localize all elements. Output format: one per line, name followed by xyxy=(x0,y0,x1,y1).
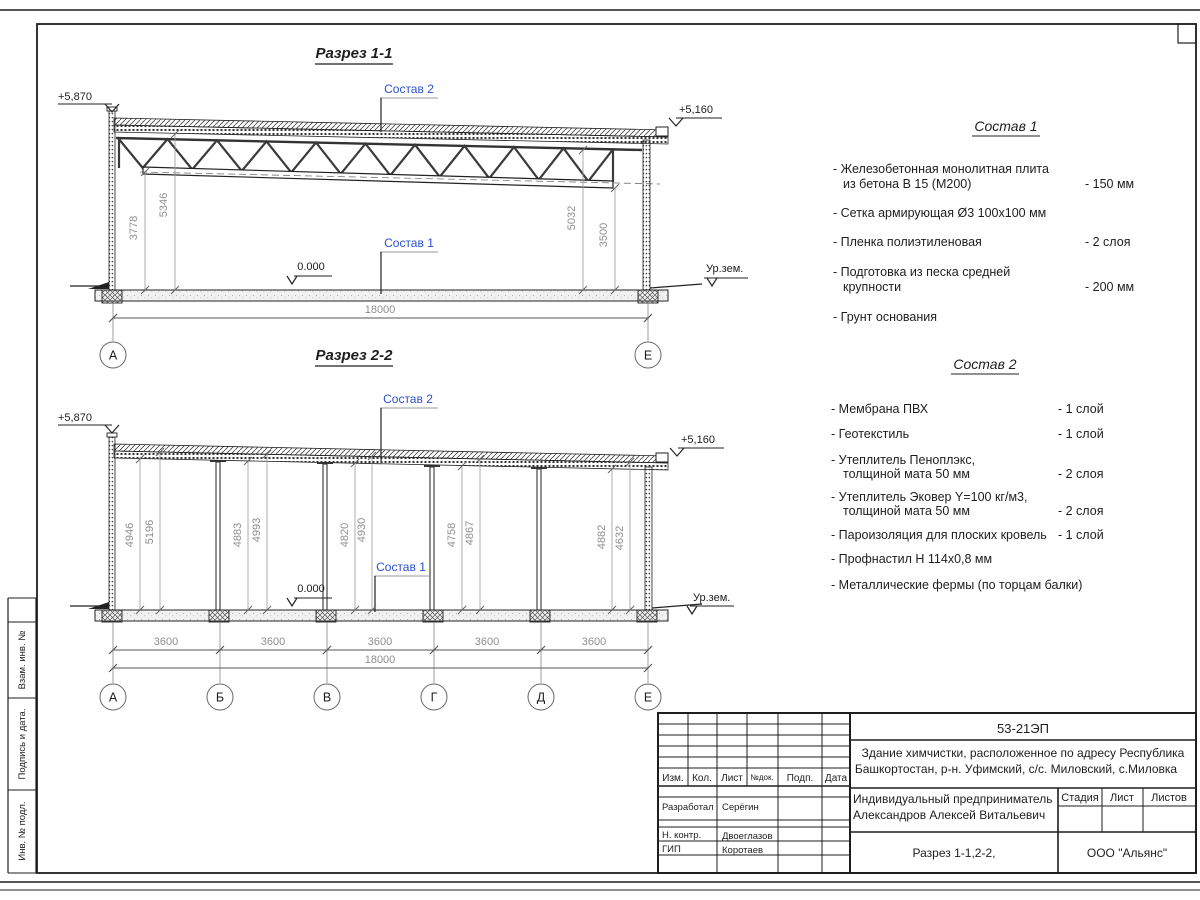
wall-left xyxy=(109,110,115,290)
level-mark-zero xyxy=(287,261,332,284)
left-margin-stamp xyxy=(8,598,36,873)
list-item-value: - 2 слоя xyxy=(1058,467,1104,481)
dim-5196: 5196 xyxy=(144,519,156,545)
list-item: - Пароизоляция для плоских кровель xyxy=(831,528,1047,542)
list-item: - Утеплитель Эковер Y=100 кг/м3, xyxy=(831,490,1028,504)
svg-text:0.000: 0.000 xyxy=(297,583,325,595)
level-mark-left-2 xyxy=(58,412,119,433)
company-name: ООО "Альянс" xyxy=(1086,846,1168,860)
project-name-line2: Башкортостан, р-н. Уфимский, с/с. Миловский, с.Миловка xyxy=(854,762,1178,776)
section-2-2-drawing xyxy=(58,347,734,710)
dim-4993: 4993 xyxy=(251,517,263,543)
list-item: из бетона В 15 (М200) xyxy=(843,177,972,191)
composition1-label-2: Состав 1 xyxy=(376,560,426,574)
wall-right-2 xyxy=(645,467,652,610)
header-list: Лист xyxy=(721,773,743,784)
list-item: - Профнастил Н 114х0,8 мм xyxy=(831,552,993,566)
composition-1-list xyxy=(833,118,1134,324)
svg-text:Е: Е xyxy=(643,690,653,705)
level-mark-left xyxy=(58,91,119,112)
total-dimension xyxy=(109,302,652,341)
dim-18000: 18000 xyxy=(364,304,396,316)
list-item: толщиной мата 50 мм xyxy=(843,504,970,518)
list-item-value: - 2 слоя xyxy=(1085,235,1131,249)
list-item: - Подготовка из песка средней xyxy=(833,265,1011,279)
composition1-leader-2 xyxy=(374,560,430,612)
dim-4867: 4867 xyxy=(464,520,476,546)
list-item: - Пленка полиэтиленовая xyxy=(833,235,982,249)
dim-4882: 4882 xyxy=(596,524,608,550)
height-dimensions-2 xyxy=(124,448,634,614)
doc-code: 53-21ЭП xyxy=(997,721,1049,736)
wall-right xyxy=(643,140,650,290)
level-mark-right-2 xyxy=(670,434,724,456)
svg-text:+5,870: +5,870 xyxy=(58,91,92,103)
dim-4930: 4930 xyxy=(356,517,368,543)
list-item: крупности xyxy=(843,280,902,294)
axis-a: А xyxy=(108,348,118,363)
svg-text:Б: Б xyxy=(215,690,225,705)
svg-text:В: В xyxy=(322,690,332,705)
stamp-label-podpis: Подпись и дата. xyxy=(17,708,28,780)
roof-truss xyxy=(116,138,660,188)
signature-role: Разработал xyxy=(662,802,714,813)
signature-name: Коротаев xyxy=(722,845,764,856)
dim-4758: 4758 xyxy=(446,522,458,548)
svg-text:Д: Д xyxy=(536,690,546,705)
axis-e: Е xyxy=(643,348,653,363)
header-podp: Подп. xyxy=(786,773,814,784)
section-1-1-drawing xyxy=(58,45,748,368)
list-item: - Металлические фермы (по торцам балки) xyxy=(831,578,1083,592)
signature-role: ГИП xyxy=(662,844,681,855)
dim-4946: 4946 xyxy=(124,522,136,548)
truss-bottom-chord xyxy=(143,167,613,188)
svg-text:+5,160: +5,160 xyxy=(679,104,713,116)
signature-name: Двоеглазов xyxy=(722,831,773,842)
composition-1-title: Состав 1 xyxy=(974,118,1038,134)
header-stage: Стадия xyxy=(1061,792,1099,804)
axis-markers-2 xyxy=(100,684,661,710)
bay-dimensions xyxy=(109,622,652,683)
composition2-label-2: Состав 2 xyxy=(383,392,433,406)
dim-5032: 5032 xyxy=(566,205,578,231)
section-2-title: Разрез 2-2 xyxy=(315,347,393,364)
list-item-value: - 200 мм xyxy=(1085,280,1135,294)
dim-18000-2: 18000 xyxy=(364,654,396,666)
client-line1: Индивидуальный предприниматель xyxy=(853,792,1053,806)
floor-slab-2 xyxy=(95,610,668,621)
svg-text:А: А xyxy=(108,690,118,705)
list-item: - Железобетонная монолитная плита xyxy=(833,162,1049,176)
client-line2: Александров Алексей Витальевич xyxy=(853,808,1046,822)
project-name-line1: Здание химчистки, расположенное по адресу Республика xyxy=(861,746,1185,760)
dim-bay-5: 3600 xyxy=(581,636,607,648)
header-sheet: Лист xyxy=(1110,792,1134,804)
dim-bay-1: 3600 xyxy=(153,636,179,648)
top-right-stamp-box xyxy=(1178,24,1196,43)
stamp-label-inv: Инв. № подл. xyxy=(17,801,28,861)
list-item-value: - 150 мм xyxy=(1085,177,1135,191)
svg-text:+5,160: +5,160 xyxy=(681,434,715,446)
svg-text:Ур.зем.: Ур.зем. xyxy=(693,592,731,604)
list-item-value: - 1 слой xyxy=(1058,402,1104,416)
composition1-label: Состав 1 xyxy=(384,236,434,250)
stamp-label-vzam: Взам. инв. № xyxy=(17,630,28,690)
section-1-title: Разрез 1-1 xyxy=(315,45,393,62)
dim-4632: 4632 xyxy=(614,525,626,551)
list-item: - Мембрана ПВХ xyxy=(831,402,929,416)
dim-3778: 3778 xyxy=(128,215,140,241)
ground-level-mark xyxy=(704,263,748,286)
sheet-title: Разрез 1-1,2-2, xyxy=(912,846,996,860)
title-block xyxy=(658,713,1196,873)
list-item-value: - 1 слой xyxy=(1058,528,1104,542)
signature-name: Серёгин xyxy=(722,802,759,813)
dim-bay-4: 3600 xyxy=(474,636,500,648)
list-item: - Грунт основания xyxy=(833,310,938,324)
dim-5346: 5346 xyxy=(158,192,170,218)
signature-role: Н. контр. xyxy=(662,830,702,841)
header-ndok: №док. xyxy=(750,773,774,782)
list-item: - Утеплитель Пеноплэкс, xyxy=(831,453,976,467)
dim-bay-2: 3600 xyxy=(260,636,286,648)
wall-left-2 xyxy=(109,436,115,610)
dim-3500: 3500 xyxy=(598,222,610,248)
dim-4883: 4883 xyxy=(232,522,244,548)
composition-2-list xyxy=(831,356,1104,592)
svg-text:Ур.зем.: Ур.зем. xyxy=(706,263,744,275)
composition-2-title: Состав 2 xyxy=(953,356,1017,372)
svg-text:+5,870: +5,870 xyxy=(58,412,92,424)
composition2-label: Состав 2 xyxy=(384,82,434,96)
list-item-value: - 1 слой xyxy=(1058,427,1104,441)
list-item: - Геотекстиль xyxy=(831,427,910,441)
svg-text:0.000: 0.000 xyxy=(297,261,325,273)
header-data: Дата xyxy=(824,773,848,784)
list-item-value: - 2 слоя xyxy=(1058,504,1104,518)
dim-4820: 4820 xyxy=(339,522,351,548)
composition1-leader xyxy=(380,236,438,294)
header-kol: Кол. xyxy=(692,773,712,784)
header-izm: Изм. xyxy=(662,773,684,784)
ground-level-mark-2 xyxy=(687,592,734,614)
header-sheets: Листов xyxy=(1151,792,1187,804)
svg-text:Г: Г xyxy=(430,690,438,705)
dim-bay-3: 3600 xyxy=(367,636,393,648)
level-mark-right xyxy=(669,104,722,126)
list-item: - Сетка армирующая Ø3 100х100 мм xyxy=(833,206,1047,220)
list-item: толщиной мата 50 мм xyxy=(843,467,970,481)
